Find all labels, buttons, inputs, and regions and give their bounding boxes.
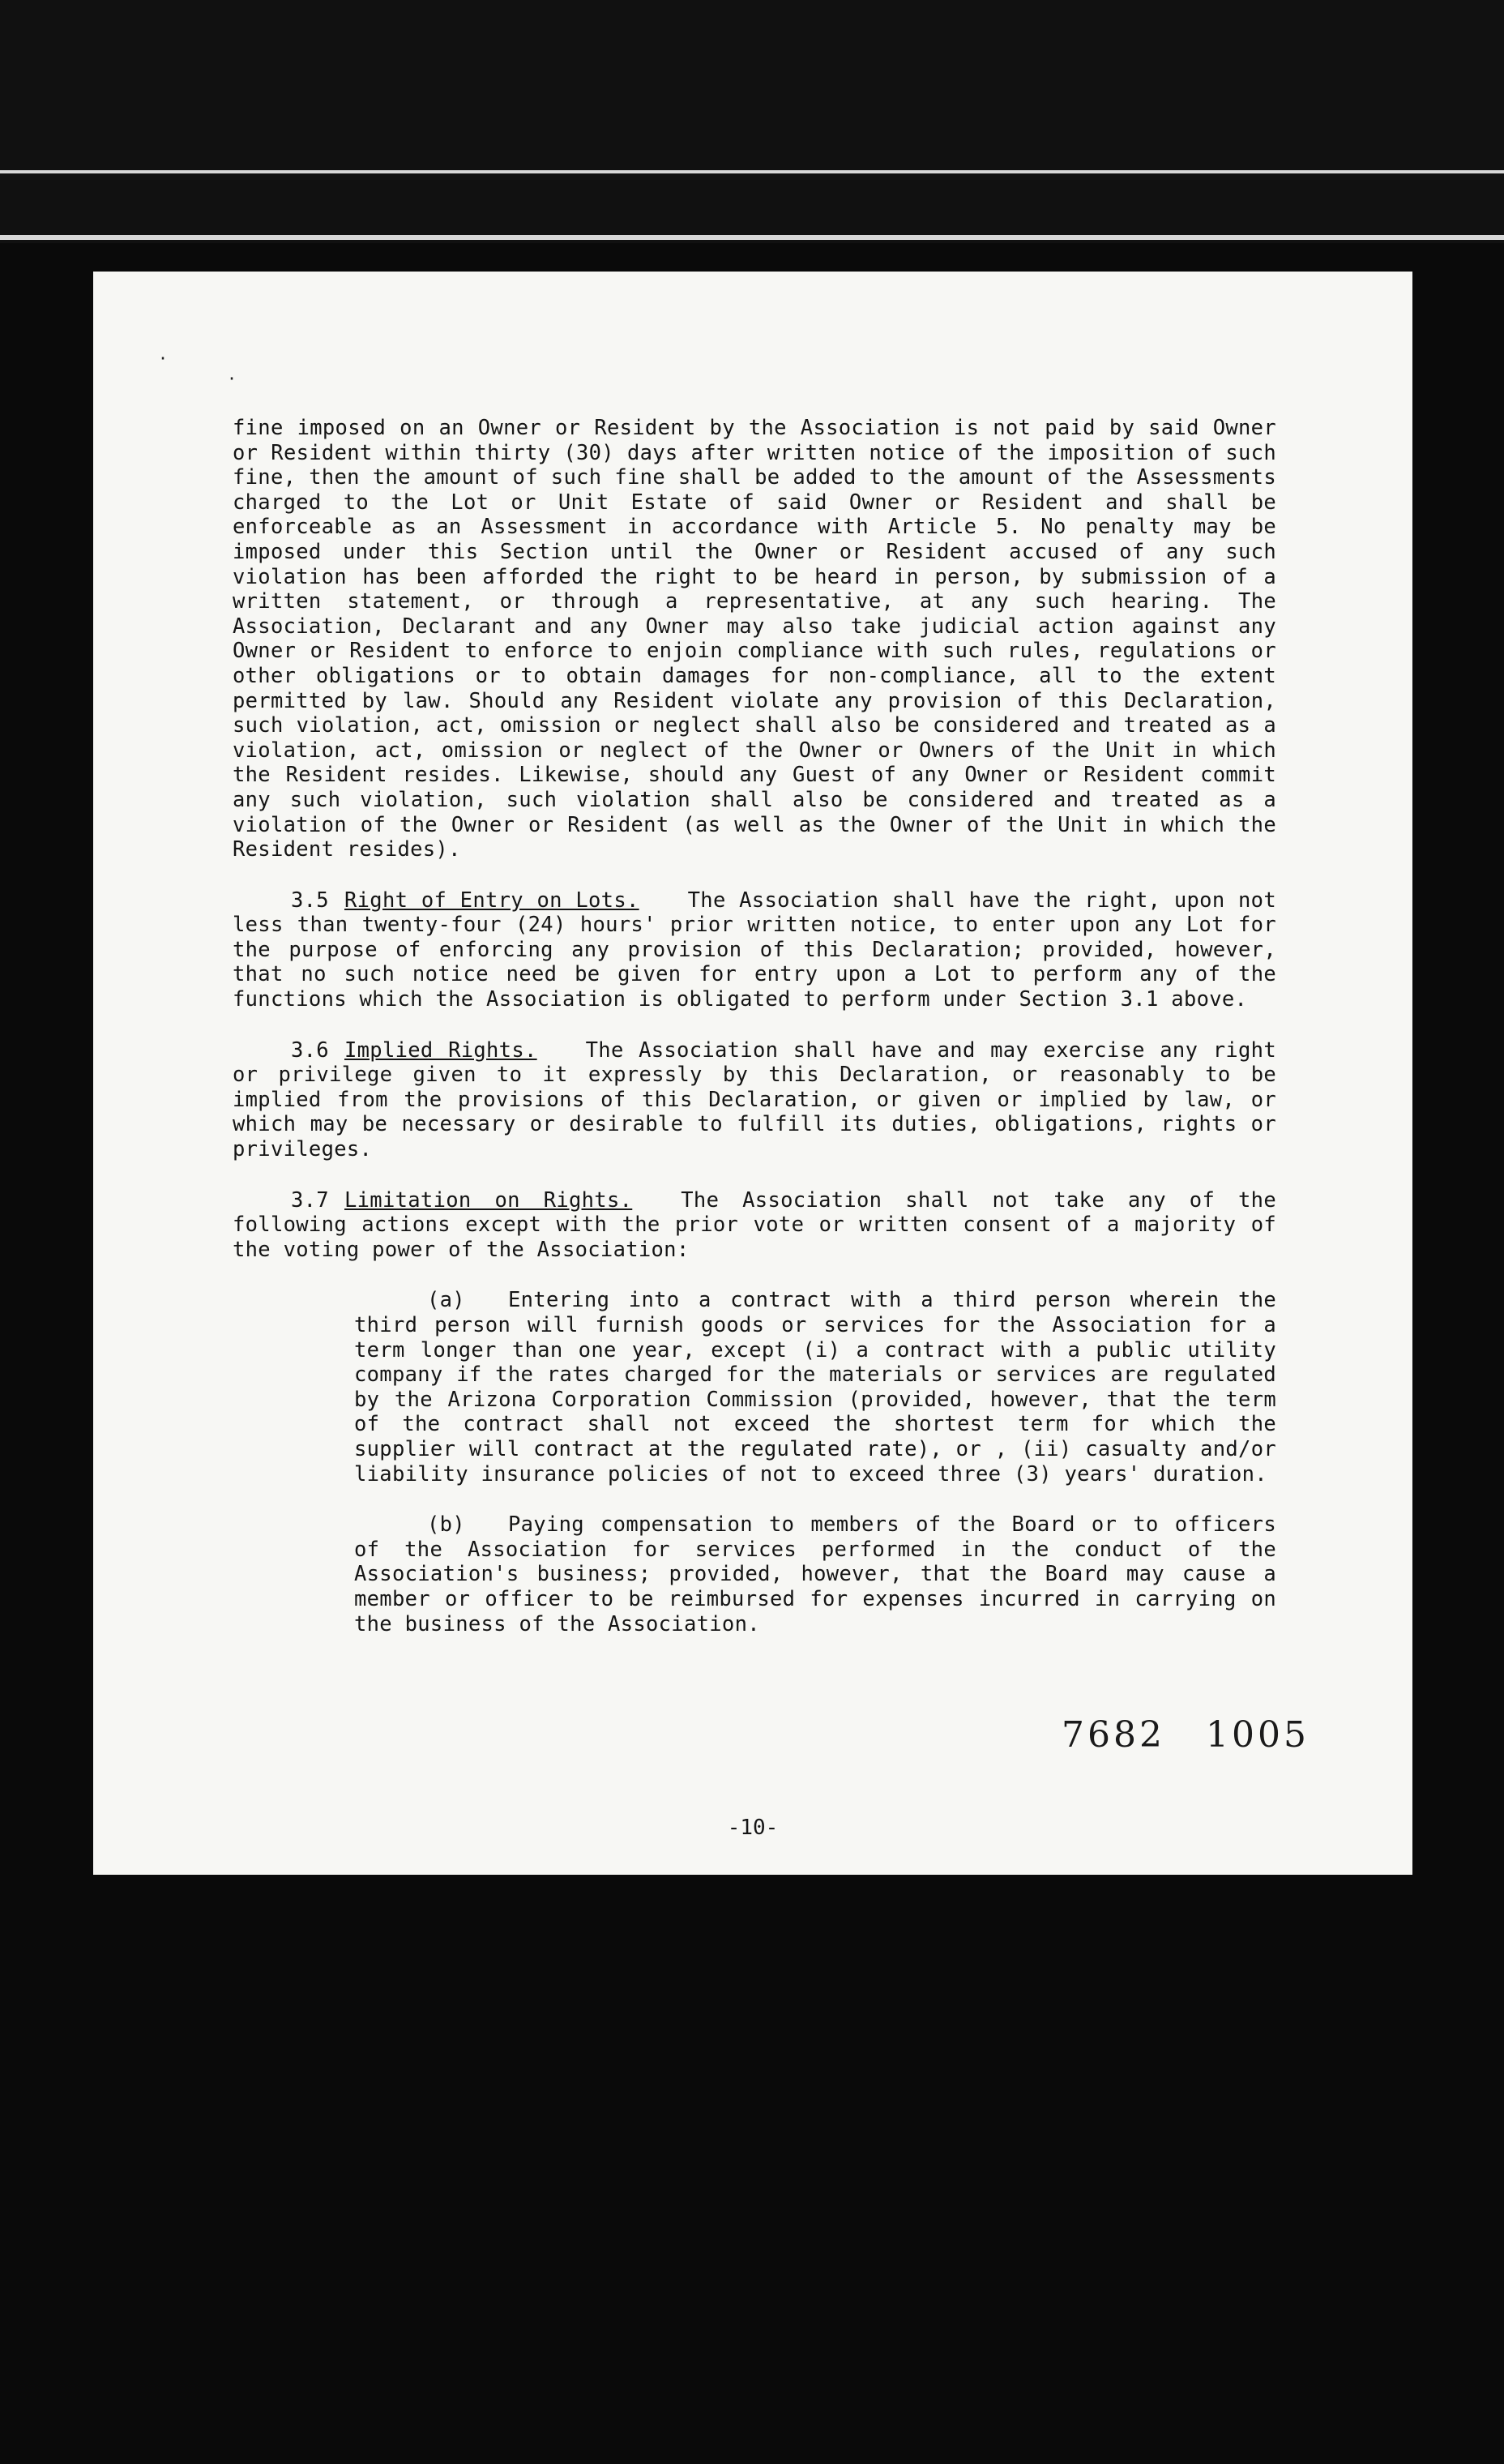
page-number: -10- <box>727 1816 779 1840</box>
subparagraph-letter: (a) <box>427 1288 465 1313</box>
section-text: The Association shall have the right, upon not less than twenty-four (24) hours' prior written notice, to enter upon any Lot for the purpose of enforcing any provision of this Declaration; provided, however, that no such notice need be given for entry upon a Lot to perform any of the functions which the Association is obligated to perform under Section 3.1 above. <box>233 888 1276 1012</box>
section-3-5 <box>233 888 1276 1012</box>
scan-speck: · <box>158 349 169 368</box>
section-3-6 <box>233 1038 1276 1162</box>
section-heading: Right of Entry on Lots. <box>344 888 639 913</box>
section-3-7 <box>233 1188 1276 1263</box>
recording-stamp <box>1062 1714 1350 1756</box>
section-number: 3.5 <box>291 888 329 913</box>
document-page <box>93 272 1412 1875</box>
section-number: 3.6 <box>291 1037 329 1063</box>
scan-line <box>0 235 1504 240</box>
paragraph-continued <box>233 416 1276 862</box>
section-number: 3.7 <box>291 1187 329 1213</box>
section-heading: Limitation on Rights. <box>344 1187 633 1213</box>
recording-page: 1005 <box>1205 1714 1310 1756</box>
paragraph-text: fine imposed on an Owner or Resident by the Association is not paid by said Owner or Resident within thirty (30) days after written notice of the imposition of such fine, then the amount of such fine shall be added to the amount of the Assessments charged to the Lot or Unit Estate of said Owner or Resident and shall be enforceable as an Assessment in accordance with Article 5. No penalty may be imposed under this Section until the Owner or Resident accused of any such violation has been afforded the right to be heard in person, by submission of a written statement, or through a representative, at any such hearing. The Association, Declarant and any Owner may also take judicial action against any Owner or Resident to enforce to enjoin compliance with such rules, regulations or other obligations or to obtain damages for non-compliance, all to the extent permitted by law. Should any Resident violate any provision of this Declaration, such violation, act, omission or neglect shall also be considered and treated as a violation, act, omission or neglect of the Owner or Owners of the Unit in which the Resident resides. Likewise, should any Guest of any Owner or Resident commit any such violation, such violation shall also be considered and treated as a violation of the Owner or Resident (as well as the Owner of the Unit in which the Resident resides). <box>233 416 1276 862</box>
subparagraph-text: Paying compensation to members of the Board or to officers of the Association for services performed in the conduct of the Association's business; provided, however, that the Board may cause a member or officer to be reimbursed for expenses incurred in carrying on the business of the Association. <box>354 1512 1276 1636</box>
subparagraph-a <box>233 1288 1276 1487</box>
subparagraph-text: Entering into a contract with a third person wherein the third person will furnish goods or services for the Association for a term longer than one year, except (i) a contract with a public utility company if the rates charged for the materials or services are regulated by the Arizona Corporation Commission (provided, however, that the term of the contract shall not exceed the shortest term for which the supplier will contract at the regulated rate), or , (ii) casualty and/or liability insurance policies of not to exceed three (3) years' duration. <box>354 1288 1276 1487</box>
recording-book: 7682 <box>1062 1714 1165 1756</box>
section-text: The Association shall have and may exercise any right or privilege given to it expressly by this Declaration, or reasonably to be implied from the provisions of this Declaration, or given or implied by law, or which may be necessary or desirable to fulfill its duties, obligations, rights or privileges. <box>233 1037 1276 1162</box>
section-heading: Implied Rights. <box>344 1037 537 1063</box>
section-text: The Association shall not take any of the following actions except with the prior vote or written consent of a majority of the voting power of the Association: <box>233 1187 1276 1262</box>
scan-line <box>0 170 1504 173</box>
subparagraph-letter: (b) <box>427 1512 465 1538</box>
scan-border-top <box>0 0 1504 243</box>
scan-speck: · <box>227 369 237 388</box>
subparagraph-b <box>233 1512 1276 1636</box>
body-text <box>233 416 1276 1662</box>
